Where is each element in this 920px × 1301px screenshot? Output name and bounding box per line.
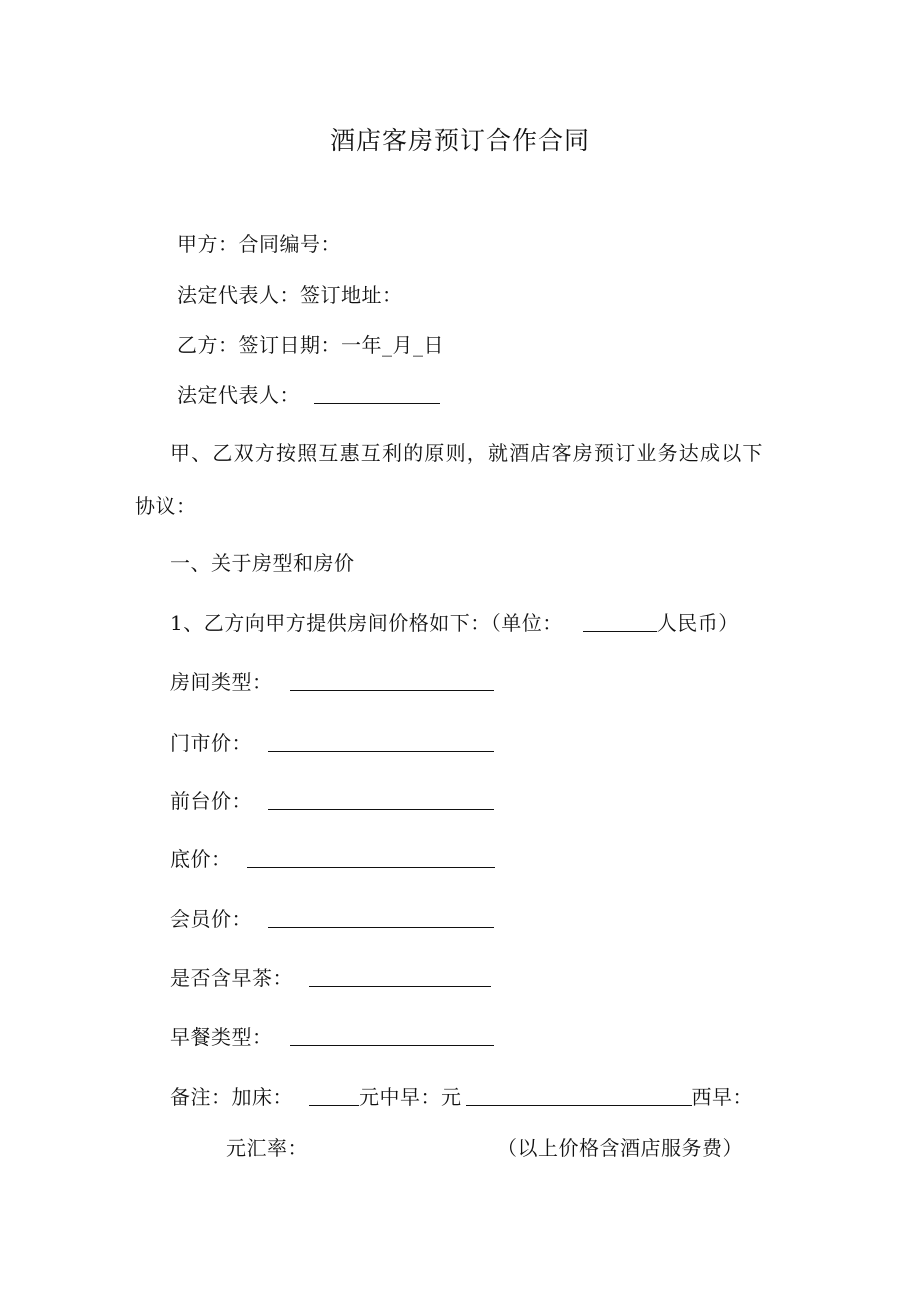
party-b-date-line: 乙方：签订日期：一年_月_日 [177, 333, 444, 357]
legal-rep-address-line: 法定代表人：签订地址： [177, 283, 403, 307]
member-rate-label: 会员价： [170, 907, 252, 931]
floor-rate-label: 底价： [170, 847, 232, 871]
legal-rep-line [177, 383, 440, 407]
member-rate-blank [268, 907, 494, 928]
remarks-western-label: 西早： [691, 1085, 753, 1109]
preamble-line-1: 甲、乙双方按照互惠互利的原则，就酒店客房预订业务达成以下 [170, 441, 764, 465]
rack-rate-label: 门市价： [170, 731, 252, 755]
floor-rate-field [170, 847, 495, 871]
front-desk-rate-label: 前台价： [170, 789, 252, 813]
morning-tea-blank [309, 966, 491, 987]
member-rate-field [170, 907, 494, 931]
service-fee-note: （以上价格含酒店服务费） [497, 1136, 743, 1160]
price-intro-text: 1、乙方向甲方提供房间价格如下：（单位： [170, 611, 563, 635]
room-type-field [170, 670, 494, 694]
legal-rep-blank [314, 383, 440, 404]
price-intro-line [170, 611, 739, 635]
remarks-line [170, 1085, 753, 1109]
breakfast-type-field [170, 1025, 494, 1049]
room-type-label: 房间类型： [170, 670, 273, 694]
currency-unit-blank [583, 611, 657, 632]
front-desk-rate-blank [268, 789, 494, 810]
party-a-line: 甲方：合同编号： [177, 232, 341, 256]
rack-rate-blank [268, 731, 494, 752]
remarks-breakfast-label: 元中早：元 [359, 1085, 462, 1109]
breakfast-type-blank [290, 1025, 494, 1046]
price-unit-label: 人民币） [656, 611, 739, 635]
morning-tea-field [170, 966, 491, 990]
floor-rate-blank [247, 847, 495, 868]
front-desk-rate-field [170, 789, 494, 813]
breakfast-type-label: 早餐类型： [170, 1025, 273, 1049]
exchange-rate-label: 元汇率： [226, 1136, 308, 1160]
remarks-extra-bed-label: 备注：加床： [170, 1085, 293, 1109]
legal-rep-label: 法定代表人： [177, 383, 300, 407]
morning-tea-label: 是否含早茶： [170, 966, 293, 990]
breakfast-price-blank [466, 1085, 692, 1106]
preamble-line-2: 协议： [135, 494, 197, 518]
rack-rate-field [170, 731, 494, 755]
document-title: 酒店客房预订合作合同 [329, 126, 590, 155]
extra-bed-blank [309, 1085, 359, 1106]
room-type-blank [290, 670, 494, 691]
section-1-heading: 一、关于房型和房价 [170, 551, 355, 575]
